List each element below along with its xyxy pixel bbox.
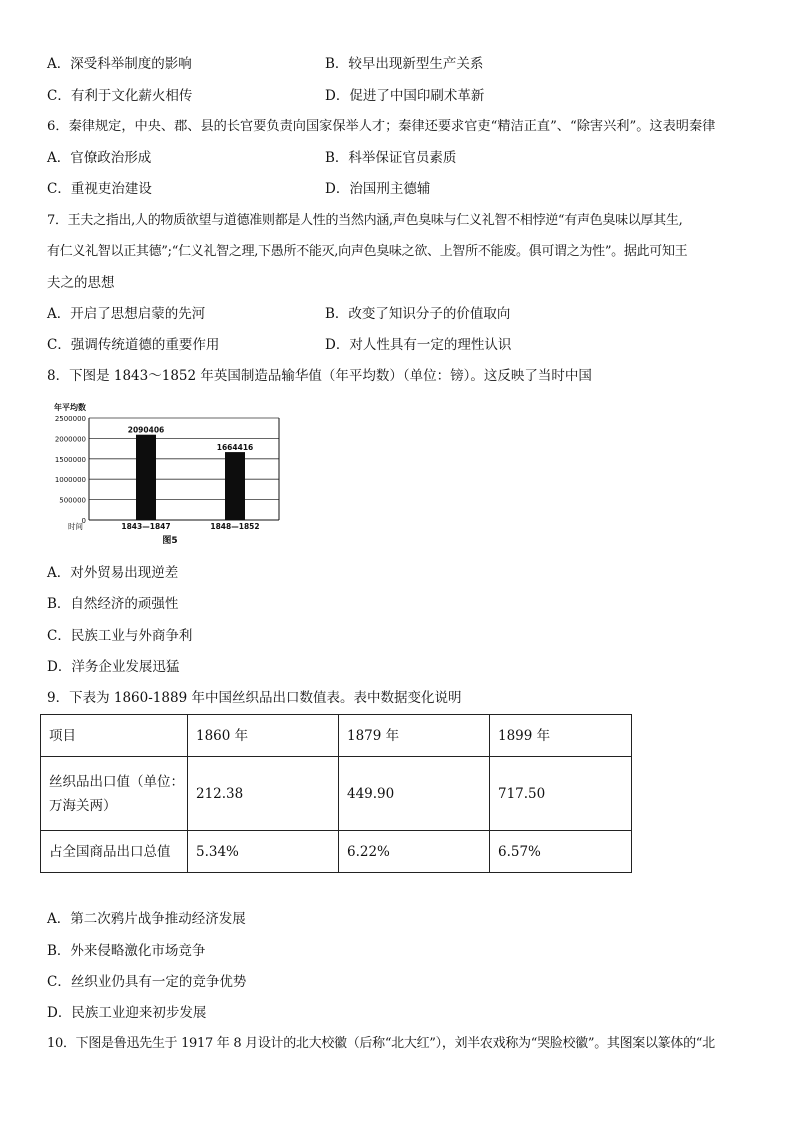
bar-chart-svg (52, 398, 292, 548)
y-tick-label: 1000000 (54, 476, 86, 485)
y-tick-label: 2500000 (54, 415, 86, 423)
q8-option-c: C．民族工业与外商争利 (47, 628, 193, 644)
table-header-cell: 1879 年 (339, 715, 490, 757)
q9-option-a: A．第二次鸦片战争推动经济发展 (47, 911, 246, 927)
q9-option-b: B．外来侵略激化市场竞争 (47, 943, 206, 959)
q6-stem: 6．秦律规定，中央、郡、县的长官要负责向国家保举人才；秦律还要求官吏“精洁正直”、“除害兴利”。这表明秦律 (47, 119, 716, 134)
bar (225, 452, 245, 520)
q8-stem: 8．下图是 1843～1852 年英国制造品输华值（年平均数）（单位：镑）。这反映了当时中国 (47, 368, 592, 384)
table-cell-line: 丝织品出口值（单位： (49, 773, 184, 790)
q7-option-d: D．对人性具有一定的理性认识 (325, 337, 512, 353)
table-row (41, 757, 632, 831)
q7-option-a: A．开启了思想启蒙的先河 (47, 306, 206, 322)
x-tick-label: 1843—1847 (121, 522, 171, 531)
table-cell-line: 万海关两） (49, 797, 117, 814)
q7-stem-line3: 夫之的思想 (47, 275, 115, 291)
q7-stem-line2: 有仁义礼智以正其德”;“仁义礼智之理,下愚所不能灭,向声色臭味之欲、上智所不能废。俱可谓之为性”。据此可知王 (47, 244, 688, 259)
q7-stem-line1: 7．王夫之指出,人的物质欲望与道德准则都是人性的当然内涵,声色臭味与仁义礼智不相悖逆“有声色臭味以厚其生, (47, 213, 683, 228)
table-cell: 449.90 (339, 757, 490, 831)
q7-option-b: B．改变了知识分子的价值取向 (325, 306, 511, 322)
table-header-row (41, 715, 632, 757)
y-tick-label: 0 (81, 517, 86, 525)
bar-data-label: 2090406 (127, 425, 165, 435)
y-tick-label: 1500000 (54, 455, 86, 464)
q6-option-b: B．科举保证官员素质 (325, 150, 457, 166)
table-cell: 212.38 (188, 757, 339, 831)
x-tick-label: 1848—1852 (210, 522, 260, 531)
q5-option-c: C．有利于文化薪火相传 (47, 88, 193, 104)
q5-option-d: D．促进了中国印刷术革新 (325, 88, 485, 104)
table-header-cell: 1860 年 (188, 715, 339, 757)
q9-option-c: C．丝织业仍具有一定的竞争优势 (47, 974, 247, 990)
y-tick-label: 2000000 (54, 435, 86, 444)
table-cell: 717.50 (490, 757, 632, 831)
table-cell: 5.34% (188, 831, 339, 873)
bar-data-label: 1664416 (216, 443, 254, 453)
q9-option-d: D．民族工业迎来初步发展 (47, 1005, 207, 1021)
export-table (40, 714, 632, 873)
y-axis-label: 年平均数 (54, 403, 86, 412)
q6-option-c: C．重视吏治建设 (47, 181, 152, 197)
q5-option-b: B．较早出现新型生产关系 (325, 56, 484, 72)
q5-option-a: A．深受科举制度的影响 (47, 56, 192, 72)
bar (136, 435, 156, 520)
q9-stem: 9．下表为 1860-1889 年中国丝织品出口数值表。表中数据变化说明 (47, 690, 462, 706)
table-header-cell: 项目 (41, 715, 188, 757)
table-cell: 占全国商品出口总值 (41, 831, 188, 873)
q8-option-b: B．自然经济的顽强性 (47, 596, 179, 612)
table-cell (41, 757, 188, 831)
table-row (41, 831, 632, 873)
q10-stem: 10．下图是鲁迅先生于 1917 年 8 月设计的北大校徽（后称“北大红”），刘半农戏称为“哭脸校徽”。其图案以篆体的“北 (47, 1036, 715, 1051)
chart-caption: 图5 (162, 536, 178, 546)
table-cell: 6.22% (339, 831, 490, 873)
q7-option-c: C．强调传统道德的重要作用 (47, 337, 220, 353)
x-axis-label: 时间 (68, 522, 83, 531)
q6-option-d: D．治国刑主德辅 (325, 181, 431, 197)
q8-option-a: A．对外贸易出现逆差 (47, 565, 179, 581)
bar-chart (52, 398, 292, 548)
q6-option-a: A．官僚政治形成 (47, 150, 152, 166)
table-header-cell: 1899 年 (490, 715, 632, 757)
q8-option-d: D．洋务企业发展迅猛 (47, 659, 180, 675)
y-tick-label: 500000 (59, 496, 86, 505)
table-cell: 6.57% (490, 831, 632, 873)
